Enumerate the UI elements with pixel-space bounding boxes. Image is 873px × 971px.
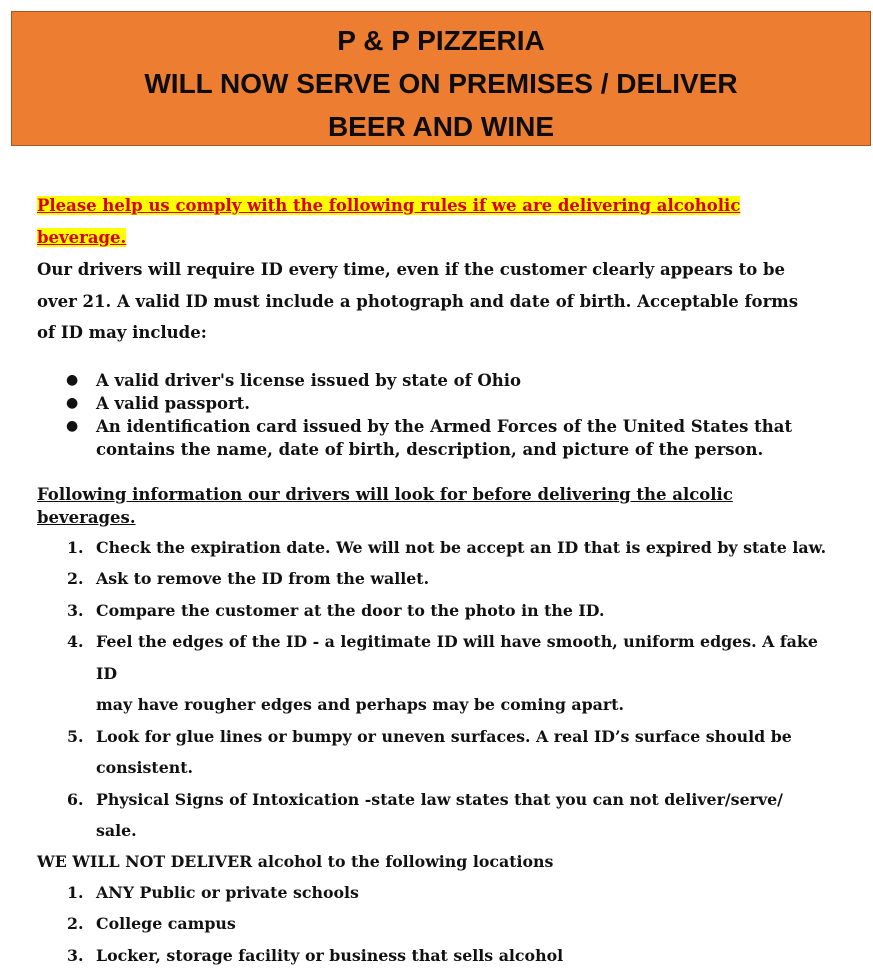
list-item — [37, 369, 827, 392]
compliance-notice — [37, 190, 827, 254]
heading-line: beverages. — [37, 506, 827, 529]
list-item-text: Check the expiration date. We will not be accept an ID that is expired by state law. — [96, 532, 827, 564]
banner-subtitle-2: BEER AND WINE — [12, 112, 870, 142]
list-item — [37, 877, 827, 909]
list-number: 4. — [67, 626, 84, 658]
list-number: 6. — [67, 784, 84, 816]
list-item-text: Physical Signs of Intoxication -state law states that you can not deliver/serve/ sale. — [96, 784, 827, 847]
list-item — [37, 626, 827, 721]
list-item — [37, 784, 827, 847]
no-delivery-list — [37, 877, 827, 971]
list-item-text: Ask to remove the ID from the wallet. — [96, 563, 827, 595]
checks-list — [37, 532, 827, 847]
list-item-text: Look for glue lines or bumpy or uneven surfaces. A real ID’s surface should be — [96, 721, 827, 753]
list-number: 3. — [67, 595, 84, 627]
list-item — [37, 721, 827, 784]
intro-line: of ID may include: — [37, 317, 827, 349]
list-item-text: A valid passport. — [96, 392, 827, 415]
banner-title: P & P PIZZERIA — [12, 26, 870, 56]
bullet-icon: ● — [66, 392, 78, 415]
list-item — [37, 940, 827, 971]
list-item-text: may have rougher edges and perhaps may be coming apart. — [96, 689, 827, 721]
list-item-text: College campus — [96, 908, 827, 940]
checks-heading — [37, 483, 827, 529]
list-number: 2. — [67, 908, 84, 940]
intro-paragraph — [37, 254, 827, 349]
list-number: 5. — [67, 721, 84, 753]
banner-subtitle: WILL NOW SERVE ON PREMISES / DELIVER — [12, 69, 870, 99]
list-item — [37, 532, 827, 564]
intro-line: Our drivers will require ID every time, even if the customer clearly appears to be — [37, 254, 827, 286]
header-banner — [11, 11, 871, 146]
list-item-text: ANY Public or private schools — [96, 877, 827, 909]
list-item-text: consistent. — [96, 752, 827, 784]
list-number: 2. — [67, 563, 84, 595]
list-item-text: Compare the customer at the door to the photo in the ID. — [96, 595, 827, 627]
list-number: 1. — [67, 877, 84, 909]
list-item-text: An identification card issued by the Armed Forces of the United States that — [96, 415, 827, 438]
list-item-text: Feel the edges of the ID - a legitimate ID will have smooth, uniform edges. A fake ID — [96, 626, 827, 689]
notice-line: beverage. — [37, 228, 126, 247]
list-item — [37, 595, 827, 627]
list-item — [37, 908, 827, 940]
list-number: 3. — [67, 940, 84, 971]
heading-line: Following information our drivers will look for before delivering the alcolic — [37, 483, 827, 506]
list-item-text: A valid driver's license issued by state of Ohio — [96, 369, 827, 392]
list-item — [37, 415, 827, 461]
list-item-text: Locker, storage facility or business that sells alcohol — [96, 940, 827, 971]
list-item — [37, 563, 827, 595]
bullet-icon: ● — [66, 369, 78, 392]
notice-line: Please help us comply with the following rules if we are delivering alcoholic — [37, 196, 740, 215]
list-item-text: contains the name, date of birth, description, and picture of the person. — [96, 438, 827, 461]
list-number: 1. — [67, 532, 84, 564]
no-delivery-heading: WE WILL NOT DELIVER alcohol to the following locations — [37, 847, 827, 877]
intro-line: over 21. A valid ID must include a photograph and date of birth. Acceptable forms — [37, 286, 827, 318]
id-forms-list — [37, 369, 827, 461]
document-body — [37, 190, 827, 971]
list-item — [37, 392, 827, 415]
bullet-icon: ● — [66, 415, 78, 438]
